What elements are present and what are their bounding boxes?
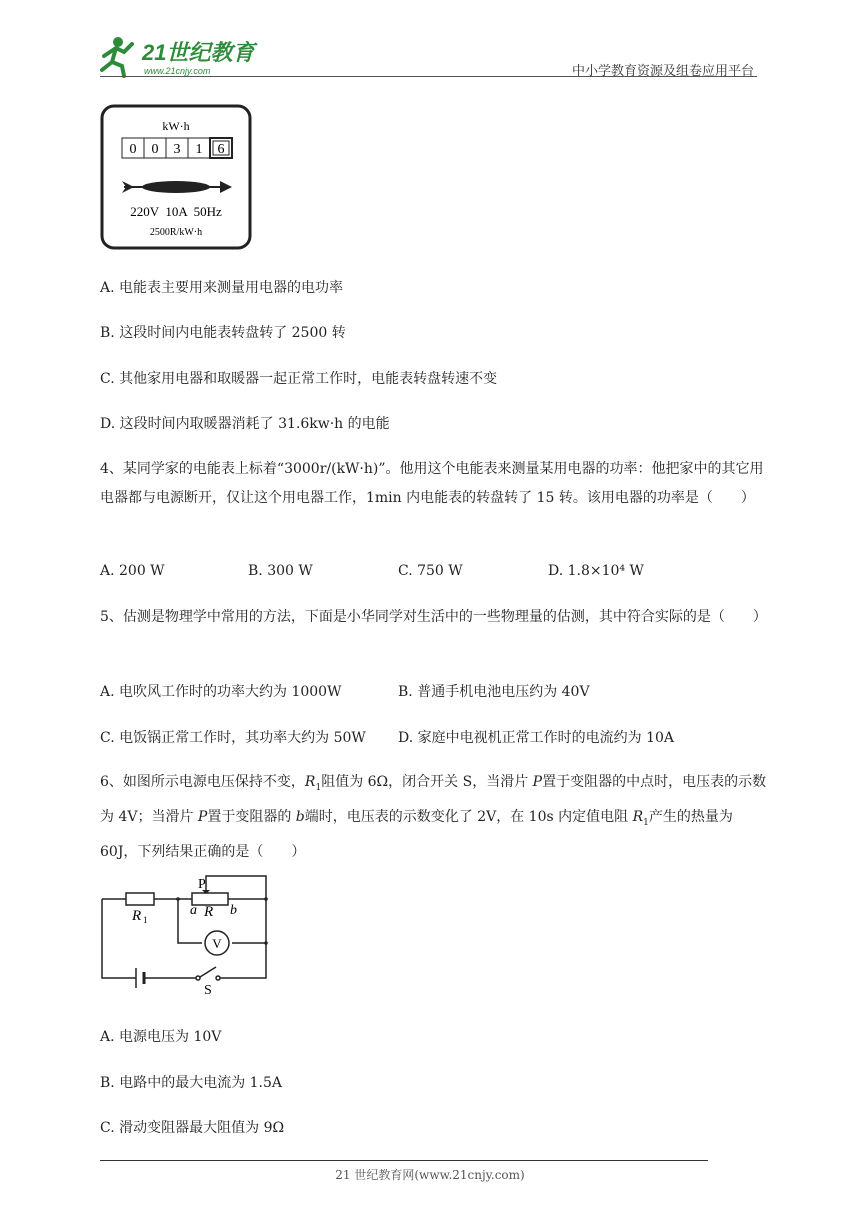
q6-stem-part: 置于变阻器的 bbox=[207, 808, 296, 825]
meter-specs: 220V 10A 50Hz bbox=[130, 204, 222, 219]
q3-option-b: B. 这段时间内电能表转盘转了 2500 转 bbox=[100, 325, 346, 341]
meter-rating: 2500R/kW·h bbox=[149, 227, 203, 238]
header-divider bbox=[100, 76, 757, 77]
q4-options bbox=[100, 563, 770, 583]
q6-var-r: R bbox=[632, 808, 644, 825]
label-s: S bbox=[204, 983, 212, 998]
q4-option-c: C. 750 W bbox=[398, 563, 463, 579]
label-r: R bbox=[204, 904, 214, 920]
logo-wordmark: 21世纪教育 bbox=[142, 40, 255, 65]
q6-option-a: A. 电源电压为 10V bbox=[100, 1029, 222, 1045]
q5-options-row2 bbox=[100, 727, 770, 747]
q6-var-b: b bbox=[295, 808, 305, 825]
q3-option-c: C. 其他家用电器和取暖器一起正常工作时，电能表转盘转速不变 bbox=[100, 371, 498, 387]
q6-var-sub: 1 bbox=[643, 817, 649, 828]
q6-option-c: C. 滑动变阻器最大阻值为 9Ω bbox=[100, 1120, 285, 1136]
label-r1-sub: 1 bbox=[143, 915, 148, 925]
label-r1: R bbox=[132, 908, 142, 924]
footer-text: 21 世纪教育网(www.21cnjy.com) bbox=[335, 1168, 525, 1182]
q3-option-a: A. 电能表主要用来测量用电器的电功率 bbox=[100, 280, 344, 296]
q6-stem-part: 产生的热量为 60J，下列结果正确的是（ ） bbox=[100, 808, 733, 860]
q6-stem-part: 6、如图所示电源电压保持不变， bbox=[100, 774, 305, 790]
battery-icon bbox=[136, 968, 144, 988]
label-v: V bbox=[212, 936, 222, 951]
q6-option-b: B. 电路中的最大电流为 1.5A bbox=[100, 1075, 283, 1091]
q6-stem bbox=[100, 768, 770, 867]
header-platform-text: 中小学教育资源及组卷应用平台 bbox=[571, 64, 754, 79]
meter-digit: 0 bbox=[129, 142, 137, 157]
q4-option-b: B. 300 W bbox=[248, 563, 313, 579]
q6-var-sub: 1 bbox=[315, 782, 322, 793]
q5-option-d: D. 家庭中电视机正常工作时的电流约为 10A bbox=[398, 730, 674, 746]
q5-option-a: A. 电吹风工作时的功率大约为 1000W bbox=[100, 684, 342, 700]
label-b: b bbox=[230, 903, 237, 918]
q5-option-b: B. 普通手机电池电压约为 40V bbox=[398, 684, 590, 700]
site-logo bbox=[96, 34, 266, 78]
switch-icon bbox=[196, 967, 220, 980]
electric-meter-figure bbox=[100, 104, 252, 250]
label-a: a bbox=[190, 903, 197, 918]
meter-digit: 0 bbox=[151, 142, 159, 157]
q5-option-c: C. 电饭锅正常工作时，其功率大约为 50W bbox=[100, 730, 366, 746]
q6-stem-part: 置于变阻器的中点时，电压表的示数为 4V；当滑片 bbox=[100, 774, 767, 825]
q6-var-p: P bbox=[197, 808, 208, 825]
label-p: P bbox=[198, 877, 206, 892]
q5-stem: 5、估测是物理学中常用的方法，下面是小华同学对生活中的一些物理量的估测，其中符合实际的是（ ） bbox=[100, 609, 767, 625]
q4-option-d: D. 1.8×10⁴ W bbox=[548, 563, 644, 579]
meter-digit: 6 bbox=[217, 142, 225, 157]
q4-option-a: A. 200 W bbox=[100, 563, 165, 579]
q6-stem-part: 端时，电压表的示数变化了 2V，在 10s 内定值电阻 bbox=[304, 808, 633, 825]
q6-var-p: P bbox=[532, 774, 543, 790]
footer-divider bbox=[100, 1160, 708, 1161]
meter-digit: 3 bbox=[173, 142, 181, 157]
meter-digit: 1 bbox=[195, 142, 203, 157]
q6-stem-part: 阻值为 6Ω，闭合开关 S，当滑片 bbox=[321, 774, 533, 790]
logo-url: www.21cnjy.com bbox=[144, 66, 211, 76]
q3-option-d: D. 这段时间内取暖器消耗了 31.6kw·h 的电能 bbox=[100, 416, 390, 432]
q6-var-r: R bbox=[304, 774, 316, 790]
meter-unit: kW·h bbox=[162, 119, 190, 133]
runner-icon bbox=[102, 37, 132, 76]
resistor-r1 bbox=[126, 893, 154, 905]
circuit-diagram bbox=[96, 870, 276, 998]
q4-stem: 4、某同学家的电能表上标着“3000r/(kW·h)”。他用这个电能表来测量某用电器的功率：他把家中的其它用电器都与电源断开，仅让这个用电器工作，1min 内电能表的转盘转了 15 转。该用电器的功率是（ ） bbox=[100, 461, 764, 506]
circuit-wires bbox=[102, 876, 266, 978]
q5-options-row1 bbox=[100, 681, 770, 701]
